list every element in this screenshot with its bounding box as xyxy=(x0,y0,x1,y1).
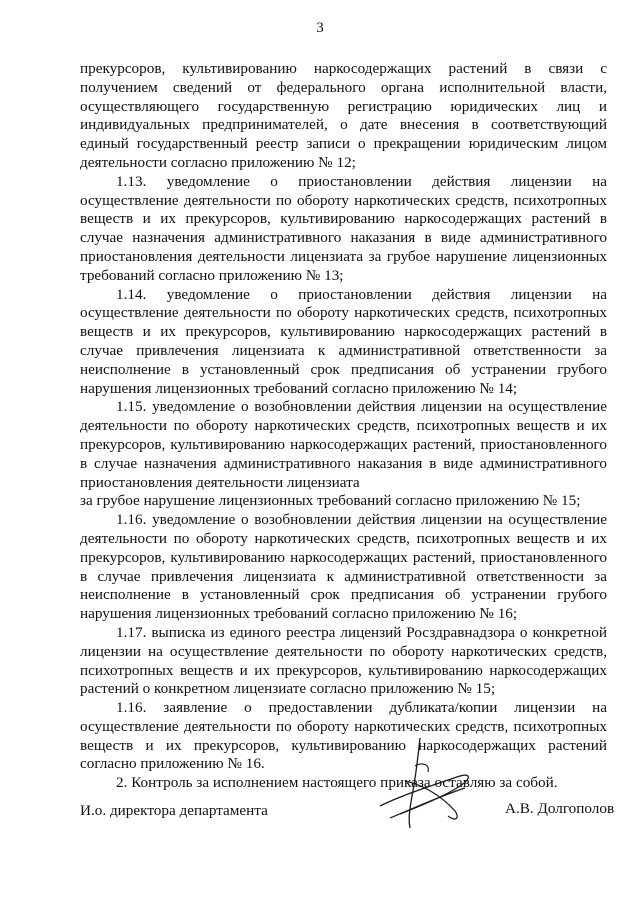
paragraph-1-17: 1.17. выписка из единого реестра лицензий Росздравнадзора о конкретной лицензии на осуществление деятельности по обороту наркотических средств, психотропных веществ и их прекурсоров, культивированию наркосодержащих растений о конкретном лицензиате согласно приложению № 15; xyxy=(80,623,607,698)
paragraph-2-control: 2. Контроль за исполнением настоящего приказа оставляю за собой. xyxy=(116,774,558,792)
paragraph-1-13: 1.13. уведомление о приостановлении действия лицензии на осуществление деятельности по обороту наркотических средств, психотропных веществ и их прекурсоров, культивированию наркосодержащих растений в случае назначения административного наказания в виде административного приостановления деятельности лицензиата за грубое нарушение лицензионных требований согласно приложению № 13; xyxy=(80,172,607,284)
signature-block xyxy=(0,780,640,860)
paragraph-1-15: 1.15. уведомление о возобновлении действия лицензии на осуществление деятельности по обороту наркотических средств, психотропных веществ и их прекурсоров, культивированию наркосодержащих растений, приостановленного в случае назначения административного наказания в виде административного приостановления деятельности лицензиата xyxy=(80,398,607,491)
signatory-name: А.В. Долгополов xyxy=(505,800,615,817)
paragraph-1-14: 1.14. уведомление о приостановлении действия лицензии на осуществление деятельности по обороту наркотических средств, психотропных веществ и их прекурсоров, культивированию наркосодержащих растений в случае привлечения лицензиата к административной ответственности за неисполнение в установленный срок предписания об устранении грубого нарушения лицензионных требований согласно приложению № 14; xyxy=(80,285,607,397)
document-body xyxy=(80,60,607,793)
paragraph-1-16-a: 1.16. уведомление о возобновлении действия лицензии на осуществление деятельности по обороту наркотических средств, психотропных веществ и их прекурсоров, культивированию наркосодержащих растений, приостановленного в случае привлечения лицензиата к административной ответственности за неисполнение в установленный срок предписания об устранении грубого нарушения лицензионных требований согласно приложению № 16; xyxy=(80,511,607,623)
paragraph-1-16-b: 1.16. заявление о предоставлении дубликата/копии лицензии на осуществление деятельности по обороту наркотических средств, психотропных веществ и их прекурсоров, культивированию наркосодержащих растений согласно приложению № 16. xyxy=(80,699,607,773)
signatory-position: И.о. директора департамента xyxy=(80,802,268,819)
handwritten-signature xyxy=(360,736,480,831)
page-number: 3 xyxy=(316,20,324,36)
paragraph-continuation: прекурсоров, культивированию наркосодержащих растений в связи с получением сведений от федерального органа исполнительной власти, осуществляющего государственную регистрацию юридических лиц и индивидуальных предпринимателей, о дате внесения в соответствующий единый государственный реестр записи о прекращении юридическим лицом деятельности согласно приложению № 12; xyxy=(80,60,607,171)
paragraph-1-15-tail: за грубое нарушение лицензионных требований согласно приложению № 15; xyxy=(80,492,581,510)
